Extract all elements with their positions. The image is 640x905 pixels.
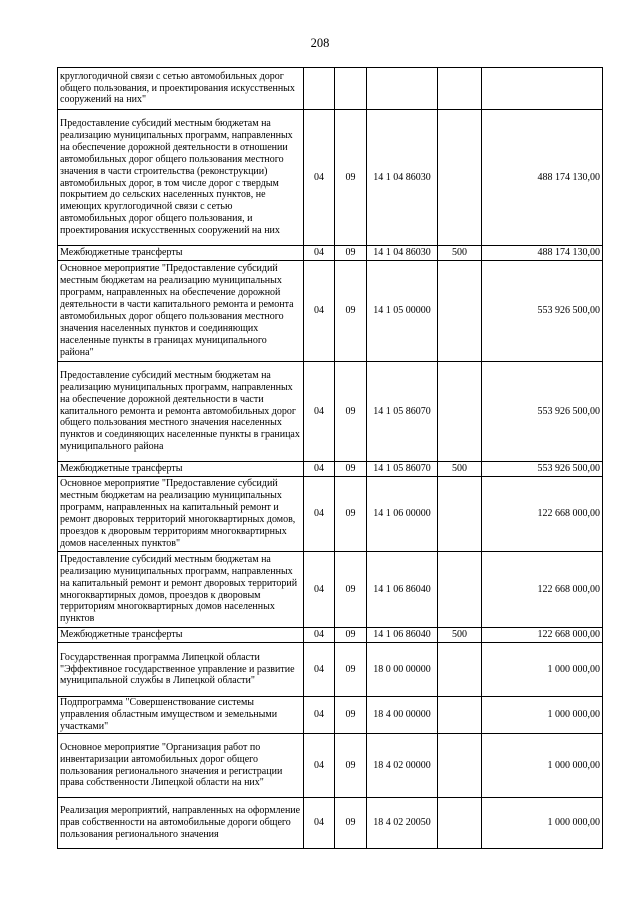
row-target-article: [367, 68, 438, 110]
row-expense-type: [438, 552, 482, 628]
row-section: [304, 68, 335, 110]
row-expense-type: [438, 110, 482, 246]
row-subsection: 09: [335, 246, 367, 261]
table-row: [58, 68, 603, 110]
row-target-article: 18 4 02 20050: [367, 798, 438, 849]
table-row: [58, 734, 603, 798]
row-subsection: 09: [335, 261, 367, 362]
budget-table: [57, 67, 603, 849]
row-amount: 122 668 000,00: [482, 552, 603, 628]
row-name: Основное мероприятие "Предоставление субсидий местным бюджетам на реализацию муниципальных программ, направленных на обеспечение дорожной деятельности в части капитального ремонта и ремонта автомобильных дорог общего пользования местного значения населенных пунктов и соединяющих населенные пункты в границах муниципального района": [58, 261, 304, 362]
row-subsection: 09: [335, 798, 367, 849]
row-target-article: 14 1 06 86040: [367, 552, 438, 628]
page-number: 208: [310, 36, 330, 50]
row-amount: 1 000 000,00: [482, 734, 603, 798]
row-amount: 488 174 130,00: [482, 246, 603, 261]
row-section: 04: [304, 697, 335, 734]
table-row: [58, 697, 603, 734]
row-expense-type: [438, 697, 482, 734]
row-amount: 122 668 000,00: [482, 628, 603, 643]
row-section: 04: [304, 110, 335, 246]
row-subsection: 09: [335, 734, 367, 798]
row-name: Основное мероприятие "Организация работ по инвентаризации автомобильных дорог общего пользования регионального значения и регистрации права собственности Липецкой области на них": [58, 734, 304, 798]
table-row: [58, 110, 603, 246]
row-name: Подпрограмма "Совершенствование системы управления областным имуществом и земельными участками": [58, 697, 304, 734]
row-subsection: 09: [335, 110, 367, 246]
row-subsection: 09: [335, 362, 367, 462]
table-row: [58, 261, 603, 362]
table-row: [58, 246, 603, 261]
row-name: Предоставление субсидий местным бюджетам на реализацию муниципальных программ, направленных на капитальный ремонт и ремонт дворовых территорий многоквартирных домов, проездов к дворовым территориям многоквартирных домов населенных пунктов: [58, 552, 304, 628]
row-section: 04: [304, 362, 335, 462]
row-target-article: 14 1 04 86030: [367, 246, 438, 261]
row-section: 04: [304, 643, 335, 697]
row-target-article: 14 1 05 86070: [367, 362, 438, 462]
row-name: Государственная программа Липецкой области "Эффективное государственное управление и развитие муниципальной службы в Липецкой области": [58, 643, 304, 697]
row-expense-type: 500: [438, 462, 482, 477]
row-target-article: 18 4 00 00000: [367, 697, 438, 734]
row-amount: 553 926 500,00: [482, 261, 603, 362]
row-subsection: 09: [335, 643, 367, 697]
table-row: [58, 362, 603, 462]
row-expense-type: [438, 643, 482, 697]
row-subsection: [335, 68, 367, 110]
row-name: Межбюджетные трансферты: [58, 462, 304, 477]
row-section: 04: [304, 477, 335, 552]
row-expense-type: [438, 68, 482, 110]
table-row: [58, 798, 603, 849]
row-amount: 1 000 000,00: [482, 798, 603, 849]
row-name: Межбюджетные трансферты: [58, 246, 304, 261]
row-name: круглогодичной связи с сетью автомобильных дорог общего пользования, и проектирования искусственных сооружений на них": [58, 68, 304, 110]
table-row: [58, 477, 603, 552]
row-amount: 1 000 000,00: [482, 643, 603, 697]
row-target-article: 18 4 02 00000: [367, 734, 438, 798]
row-amount: 488 174 130,00: [482, 110, 603, 246]
row-section: 04: [304, 462, 335, 477]
row-target-article: 18 0 00 00000: [367, 643, 438, 697]
row-name: Основное мероприятие "Предоставление субсидий местным бюджетам на реализацию муниципальных программ, направленных на капитальный ремонт и ремонт дворовых территорий многоквартирных домов, проездов к дворовым территориям многоквартирных домов населенных пунктов": [58, 477, 304, 552]
row-target-article: 14 1 05 86070: [367, 462, 438, 477]
row-target-article: 14 1 04 86030: [367, 110, 438, 246]
table-row: [58, 628, 603, 643]
row-subsection: 09: [335, 697, 367, 734]
row-target-article: 14 1 06 86040: [367, 628, 438, 643]
row-section: 04: [304, 552, 335, 628]
row-amount: 553 926 500,00: [482, 362, 603, 462]
row-section: 04: [304, 261, 335, 362]
row-amount: 1 000 000,00: [482, 697, 603, 734]
row-subsection: 09: [335, 552, 367, 628]
row-section: 04: [304, 628, 335, 643]
row-name: Предоставление субсидий местным бюджетам на реализацию муниципальных программ, направленных на обеспечение дорожной деятельности в отношении автомобильных дорог общего пользования местного значения в части строительства (реконструкции) автомобильных дорог, в том числе дорог с твердым покрытием до сельских населенных пунктов, не имеющих круглогодичной связи с сетью автомобильных дорог общего пользования, и проектирования искусственных сооружений на них: [58, 110, 304, 246]
row-expense-type: [438, 362, 482, 462]
table-row: [58, 462, 603, 477]
row-expense-type: [438, 477, 482, 552]
row-amount: 553 926 500,00: [482, 462, 603, 477]
row-expense-type: [438, 734, 482, 798]
table-row: [58, 552, 603, 628]
row-target-article: 14 1 05 00000: [367, 261, 438, 362]
row-expense-type: [438, 261, 482, 362]
row-subsection: 09: [335, 462, 367, 477]
row-name: Межбюджетные трансферты: [58, 628, 304, 643]
row-name: Реализация мероприятий, направленных на оформление прав собственности на автомобильные дороги общего пользования регионального значения: [58, 798, 304, 849]
table-row: [58, 643, 603, 697]
row-amount: [482, 68, 603, 110]
row-amount: 122 668 000,00: [482, 477, 603, 552]
row-expense-type: 500: [438, 628, 482, 643]
row-subsection: 09: [335, 628, 367, 643]
row-expense-type: 500: [438, 246, 482, 261]
row-section: 04: [304, 734, 335, 798]
row-subsection: 09: [335, 477, 367, 552]
row-expense-type: [438, 798, 482, 849]
row-name: Предоставление субсидий местным бюджетам на реализацию муниципальных программ, направленных на обеспечение дорожной деятельности в части капитального ремонта и ремонта автомобильных дорог общего пользования местного значения населенных пунктов и соединяющих населенные пункты в границах муниципального района: [58, 362, 304, 462]
row-section: 04: [304, 246, 335, 261]
row-target-article: 14 1 06 00000: [367, 477, 438, 552]
row-section: 04: [304, 798, 335, 849]
